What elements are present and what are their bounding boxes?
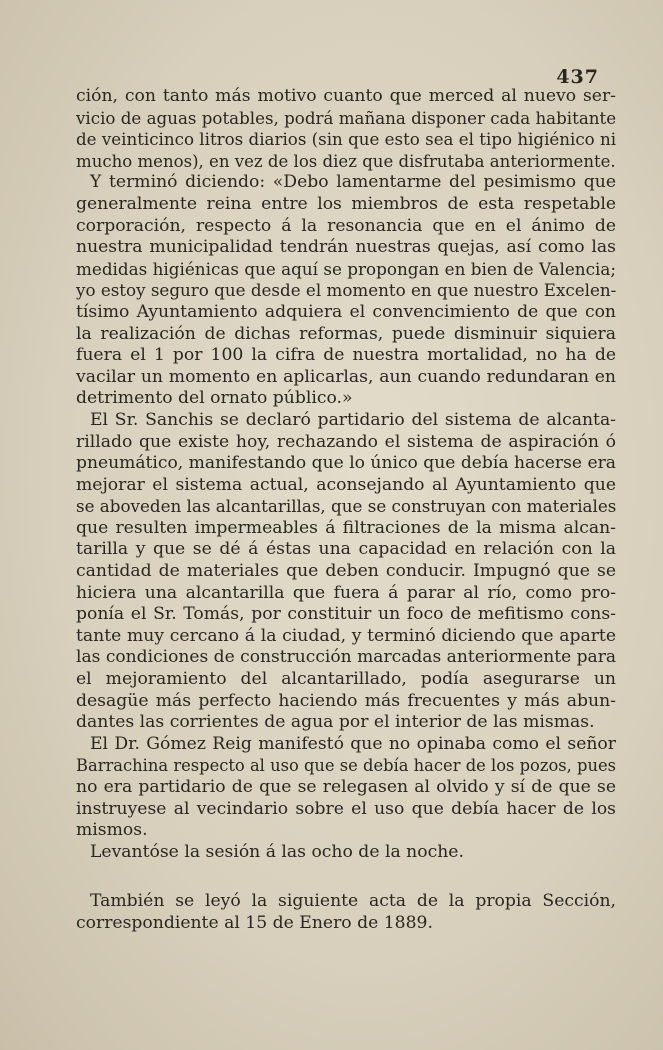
text-line: el mejoramiento del alcantarillado, podía asegurarse un [76,669,616,690]
text-line: dantes las corrientes de agua por el interior de las mismas. [76,712,595,733]
text-line: se aboveden las alcantarillas, que se construyan con materiales [76,496,617,517]
text-line: tante muy cercano á la ciudad, y terminó diciendo que aparte [76,625,616,646]
text-line: ción, con tanto más motivo cuanto que merced al nuevo ser- [76,86,616,106]
paragraph [76,86,616,172]
text-line: vicio de aguas potables, podrá mañana disponer cada habitante [76,108,617,128]
section-gap [76,863,616,891]
text-line: mismos. [76,820,148,841]
text-line: tísimo Ayuntamiento adquiera el convencimiento de que con [76,301,616,322]
text-line: mucho menos), en vez de los diez que disfrutaba anteriormente. [76,151,616,171]
text-line: nuestra municipalidad tendrán nuestras quejas, así como las [76,237,616,258]
text-line: las condiciones de construcción marcadas anteriormente para [76,647,617,668]
text-line: También se leyó la siguiente acta de la propia Sección, [90,891,616,912]
text-line: que resulten impermeables á filtraciones de la misma alcan- [76,517,616,538]
text-line: correspondiente al 15 de Enero de 1889. [76,912,433,933]
text-line: mejorar el sistema actual, aconsejando al Ayuntamiento que [76,474,616,495]
text-line: desagüe más perfecto haciendo más frecuentes y más abun- [76,690,616,711]
text-line: fuera el 1 por 100 la cifra de nuestra mortalidad, no ha de [76,345,616,366]
text-line: de veinticinco litros diarios (sin que esto sea el tipo higiénico ni [76,130,617,150]
paragraph [76,842,616,864]
text-line: ponía el Sr. Tomás, por constituir un foco de mefitismo cons- [76,604,616,625]
text-line: vacilar un momento en aplicarlas, aun cuando redundaran en [76,366,616,387]
text-line: pneumático, manifestando que lo único que debía hacerse era [76,453,616,474]
text-line: El Sr. Sanchis se declaró partidario del sistema de alcanta- [90,409,616,430]
text-line: yo estoy seguro que desde el momento en que nuestro Excelen- [76,280,617,301]
text-line: El Dr. Gómez Reig manifestó que no opinaba como el señor [90,733,616,754]
text-line: hiciera una alcantarilla que fuera á parar al río, como pro- [76,582,616,603]
text-line: detrimento del ornato público.» [76,388,353,409]
text-line: Levantóse la sesión á las ocho de la noche. [90,841,464,862]
text-line: corporación, respecto á la resonancia que en el ánimo de [76,215,616,236]
text-line: cantidad de materiales que deben conducir. Impugnó que se [76,561,616,582]
text-line: Y terminó diciendo: «Debo lamentarme del pesimismo que [90,172,616,193]
text-line: Barrachina respecto al uso que se debía hacer de los pozos, pues [76,756,616,776]
text-line: no era partidario de que se relegasen al olvido y sí de que se [76,777,616,797]
paragraph [76,734,616,842]
text-line: medidas higiénicas que aquí se propongan en bien de Valencia; [76,258,616,279]
text-line: generalmente reina entre los miembros de esta respetable [76,193,616,214]
paragraph [76,410,616,734]
body-text [76,86,616,935]
page-number: 437 [556,66,599,88]
paragraph [76,891,616,934]
text-line: la realización de dichas reformas, puede disminuir siquiera [76,323,616,344]
text-line: tarilla y que se dé á éstas una capacidad en relación con la [76,539,616,560]
text-line: rillado que existe hoy, rechazando el sistema de aspiración ó [76,431,616,452]
text-line: instruyese al vecindario sobre el uso que debía hacer de los [76,798,616,819]
paragraph [76,172,616,410]
